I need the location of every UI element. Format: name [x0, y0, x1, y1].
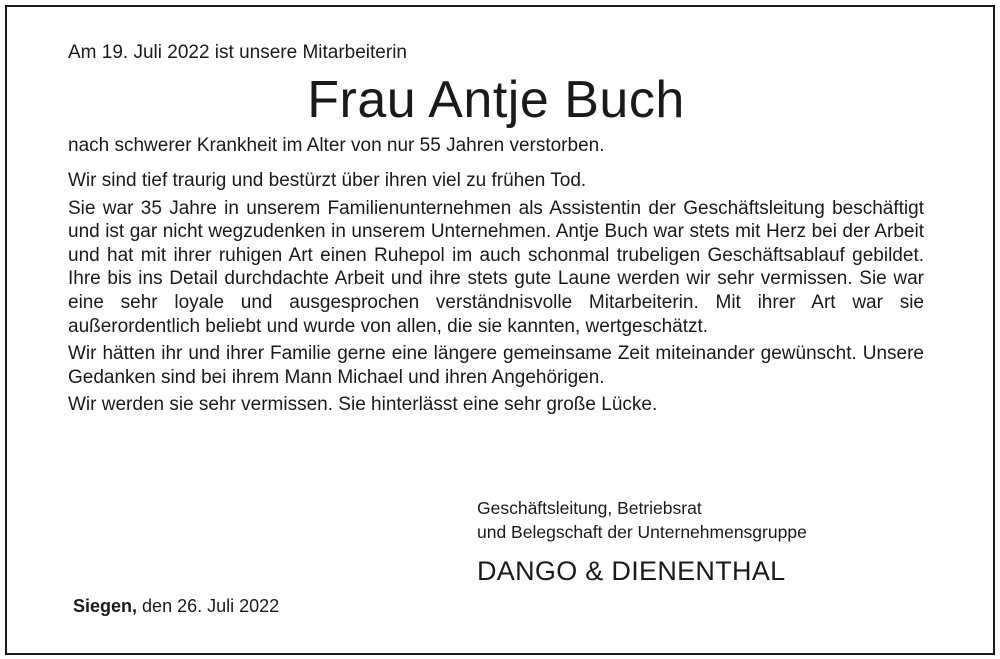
- paragraph-grief: Wir sind tief traurig und bestürzt über ihren viel zu frühen Tod.: [68, 170, 587, 191]
- signature-line-1: Geschäftsleitung, Betriebsrat: [477, 498, 702, 518]
- paragraph-wishes: Wir hätten ihr und ihrer Familie gerne eine längere gemeinsame Zeit miteinander gewünscht. Unsere Gedanken sind bei ihrem Mann Michael und ihren Angehörigen.: [68, 343, 924, 388]
- death-statement: nach schwerer Krankheit im Alter von nur 55 Jahren verstorben.: [68, 135, 605, 156]
- paragraph-farewell: Wir werden sie sehr vermissen. Sie hinterlässt eine sehr große Lücke.: [68, 394, 658, 416]
- place-city: Siegen,: [73, 596, 138, 616]
- signature-block: [477, 496, 917, 588]
- paragraph-tribute: Sie war 35 Jahre in unserem Familienunternehmen als Assistentin der Geschäftsleitung beschäftigt und ist gar nicht wegzudenken in unserem Unternehmen. Antje Buch war stets mit Herz bei der Arbeit und hat mit ihrer ruhigen Art einen Ruhepol im auch schonmal trubeligen Geschäftsablauf gebildet. Ihre bis ins Detail durchdachte Arbeit und ihre stets gute Laune werden wir sehr vermissen. Sie war eine sehr loyale und ausgesprochen verständnisvolle Mitarbeiterin. Mit ihrer Art war sie außerordentlich beliebt und wurde von allen, die sie kannten, wertgeschätzt.: [68, 197, 924, 337]
- deceased-name: Frau Antje Buch: [307, 71, 685, 129]
- signature-line-2: und Belegschaft der Unternehmensgruppe: [477, 522, 807, 542]
- place-date-text: den 26. Juli 2022: [142, 596, 280, 616]
- place-date: [73, 594, 279, 618]
- intro-line: Am 19. Juli 2022 ist unsere Mitarbeiterin: [68, 42, 407, 63]
- company-name: DANGO & DIENENTHAL: [477, 556, 786, 586]
- obituary-body: [68, 40, 924, 417]
